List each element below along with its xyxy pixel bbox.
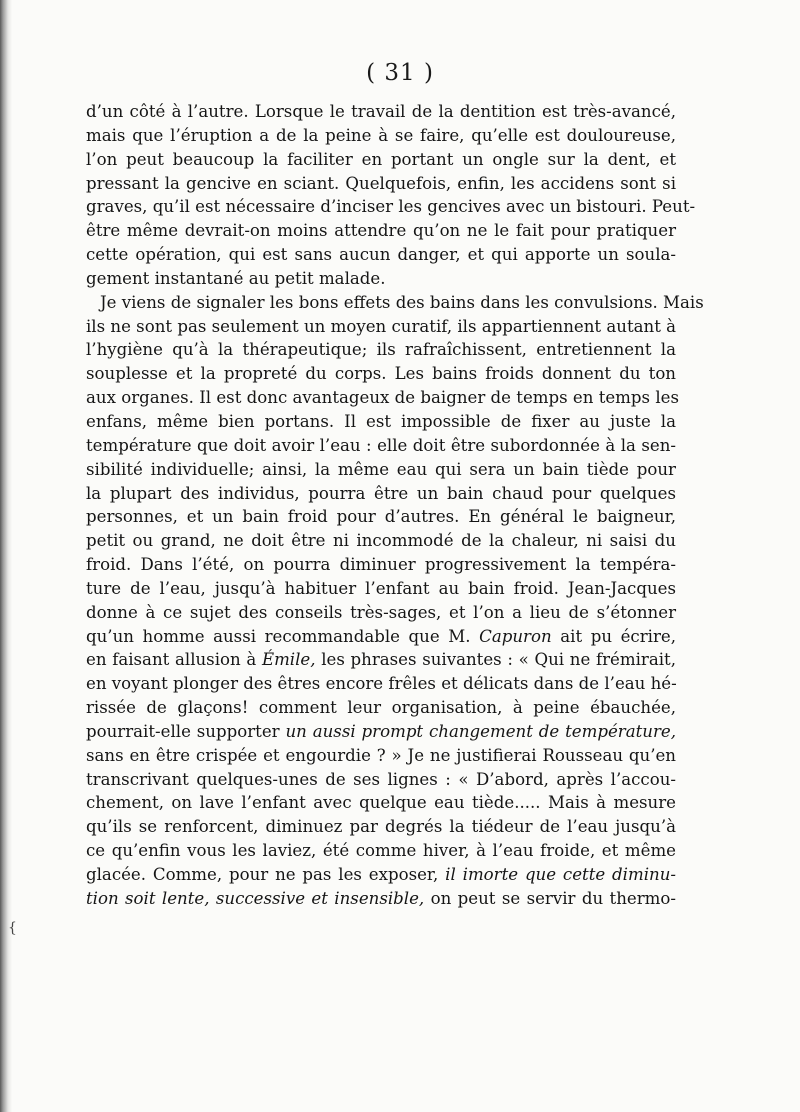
text-line: Je viens de signaler les bons effets des bains dans les convulsions. Mais <box>100 292 704 312</box>
text-segment: ait pu écrire, <box>560 626 676 646</box>
body-text <box>86 100 704 911</box>
text-line: qu’ils se renforcent, diminuez par degrés la tiédeur de l’eau jusqu’à <box>86 817 676 837</box>
text-segment: qu’un homme aussi recommandable que M. <box>86 626 471 646</box>
page-binding-edge <box>0 0 12 1112</box>
text-line: sans en être crispée et engourdie ? » Je ne justifierai Rousseau qu’en <box>86 745 676 765</box>
margin-mark: { <box>8 920 17 936</box>
text-line: personnes, et un bain froid pour d’autres. En général le baigneur, <box>86 507 676 527</box>
text-segment: les phrases suivantes : « Qui ne frémirait, <box>321 650 676 670</box>
italic-quote: tion soit lente, successive et insensible, <box>86 888 425 908</box>
text-line: cette opération, qui est sans aucun danger, et qui apporte un soula- <box>86 245 676 265</box>
text-line <box>86 887 676 911</box>
text-line: donne à ce sujet des conseils très-sages, et l’on a lieu de s’étonner <box>86 602 676 622</box>
text-segment: glacée. Comme, pour ne pas les exposer, <box>86 865 439 884</box>
text-line: température que doit avoir l’eau : elle doit être subordonnée à la sen- <box>86 435 676 455</box>
text-line: aux organes. Il est donc avantageux de baigner de temps en temps les <box>86 388 679 408</box>
text-line: d’un côté à l’autre. Lorsque le travail de la dentition est très-avancé, <box>86 102 676 121</box>
text-line: en voyant plonger des êtres encore frêles et délicats dans de l’eau hé- <box>86 674 677 694</box>
text-line: petit ou grand, ne doit être ni incommodé de la chaleur, ni saisi du <box>86 531 676 551</box>
text-line: chement, on lave l’enfant avec quelque eau tiède..... Mais à mesure <box>86 793 676 813</box>
text-segment: on peut se servir du thermo- <box>430 888 676 908</box>
text-line: ils ne sont pas seulement un moyen curatif, ils appartiennent autant à <box>86 316 677 336</box>
text-line: rissée de glaçons! comment leur organisation, à peine ébauchée, <box>86 698 676 718</box>
text-line: froid. Dans l’été, on pourra diminuer progressivement la tempéra- <box>86 555 676 575</box>
text-segment: en faisant allusion à <box>86 650 257 670</box>
text-line: ture de l’eau, jusqu’à habituer l’enfant au bain froid. Jean-Jacques <box>86 578 676 598</box>
text-line: l’on peut beaucoup la faciliter en portant un ongle sur la dent, et <box>86 149 676 169</box>
italic-name: Capuron <box>479 626 552 646</box>
text-line <box>86 648 676 672</box>
italic-title: Émile, <box>261 650 316 670</box>
text-line: enfans, même bien portans. Il est impossible de fixer au juste la <box>86 411 676 431</box>
text-line <box>86 863 676 887</box>
text-line: souplesse et la propreté du corps. Les bains froids donnent du ton <box>86 364 676 384</box>
text-line: mais que l’éruption a de la peine à se faire, qu’elle est douloureuse, <box>86 125 676 145</box>
text-line: gement instantané au petit malade. <box>86 268 386 288</box>
text-line <box>86 625 676 649</box>
text-line: transcrivant quelques-unes de ses lignes : « D’abord, après l’accou- <box>86 769 676 789</box>
text-line: sibilité individuelle; ainsi, la même eau qui sera un bain tiède pour <box>86 459 676 479</box>
text-line: être même devrait-on moins attendre qu’on ne le fait pour pratiquer <box>86 221 676 241</box>
text-segment: pourrait-elle supporter <box>86 721 280 741</box>
italic-quote: un aussi prompt changement de température, <box>285 721 676 741</box>
text-line: pressant la gencive en sciant. Quelquefois, enfin, les accidens sont si <box>86 173 676 193</box>
page-number: ( 31 ) <box>366 60 434 86</box>
text-line <box>86 720 676 744</box>
text-line: graves, qu’il est nécessaire d’inciser les gencives avec un bistouri. Peut- <box>86 197 696 217</box>
italic-quote: il imorte que cette diminu- <box>445 865 676 884</box>
text-line: ce qu’enfin vous les laviez, été comme hiver, à l’eau froide, et même <box>86 841 676 861</box>
text-line: l’hygiène qu’à la thérapeutique; ils rafraîchissent, entretiennent la <box>86 340 676 360</box>
text-line: la plupart des individus, pourra être un bain chaud pour quelques <box>86 483 676 503</box>
